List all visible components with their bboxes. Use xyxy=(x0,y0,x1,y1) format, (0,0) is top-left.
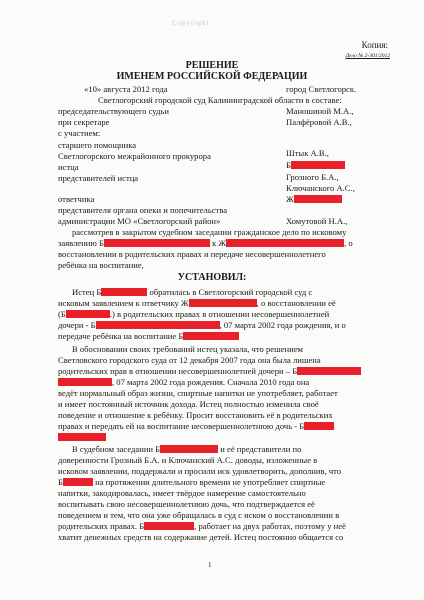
redaction-mark xyxy=(144,522,194,530)
role-senior-assistant: старшего помощника xyxy=(58,140,137,150)
body-line-18: Б на протяжении длительного времени не употребляет спиртные xyxy=(58,477,326,487)
redaction-mark xyxy=(304,422,334,430)
decision-date: «10» августа 2012 года xyxy=(84,84,168,94)
document-subtitle: ИМЕНЕМ РОССИЙСКОЙ ФЕДЕРАЦИИ xyxy=(116,71,308,82)
redaction-mark xyxy=(63,478,93,486)
name-representative-1: Грозного Б.А., xyxy=(286,172,339,182)
body-line-1: Истец Б обратилась в Светлогорский городской суд с xyxy=(72,287,313,297)
copy-label: Копия: xyxy=(361,40,388,50)
faint-stamp: Copyright xyxy=(172,19,210,27)
name-plaintiff: Б xyxy=(286,160,345,171)
body-line-7: Светловского городского суда от 12 декабря 2007 года она была лишена xyxy=(58,355,321,365)
document-title: РЕШЕНИЕ xyxy=(185,60,239,71)
redaction-mark xyxy=(101,288,147,296)
intro-line-2: заявлению Б к Ж , о xyxy=(58,238,353,248)
body-line-11: и имеет постоянный источник дохода. Истец полностью изменила своё xyxy=(58,399,319,409)
body-line-8: родительских прав в отношении несовершеннолетней дочери – Б xyxy=(58,366,361,377)
intro-line-1: рассмотрев в закрытом судебном заседании гражданское дело по исковому xyxy=(72,227,347,237)
body-line-16: доверенности Грозный Б.А. и Ключанский А.С. доводы, изложенные в xyxy=(58,455,318,465)
established-heading: УСТАНОВИЛ: xyxy=(177,272,247,283)
role-plaintiff: истца xyxy=(58,162,79,172)
body-line-3: (Б .) в родительских правах в отношении несовершеннолетней xyxy=(58,309,330,319)
case-number: Дело № 2-301/2012 xyxy=(345,53,390,59)
intro-line-3: восстановлении в родительских правах и передаче несовершеннолетнего xyxy=(58,249,326,259)
redaction-mark xyxy=(58,378,112,386)
role-presiding-judge: председательствующего судьи xyxy=(58,106,169,116)
name-presiding-judge: Маношиной М.А., xyxy=(286,106,354,116)
redaction-mark xyxy=(291,161,345,169)
redaction-mark xyxy=(183,332,239,340)
name-prosecutor: Штык А.В., xyxy=(286,148,329,158)
redaction-mark xyxy=(104,239,210,247)
role-secretary: при секретаре xyxy=(58,117,110,127)
role-participants: с участием: xyxy=(58,128,101,138)
body-line-19: напитки, закодировалась, имеет твёрдое намерение самостоятельно xyxy=(58,488,306,498)
body-line-4: дочери - Б , 07 марта 2002 года рождения, и о xyxy=(58,320,346,330)
name-secretary: Палфёровой А.В., xyxy=(286,117,352,127)
body-line-10: ведёт нормальный образ жизни, спиртные напитки не употребляет, работает xyxy=(58,388,338,398)
redaction-mark xyxy=(160,445,218,453)
page-number: 1 xyxy=(208,561,212,569)
redaction-mark xyxy=(66,310,110,318)
role-plaintiff-representatives: представителей истца xyxy=(58,173,139,183)
body-line-22: родительских правах. Б , работает на двух работах, поэтому у неё xyxy=(58,521,346,531)
intro-line-4: ребёнка на воспитание, xyxy=(58,260,144,270)
body-line-21: поведением и тем, что она уже обращалась в суд с иском о восстановлении в xyxy=(58,510,340,520)
name-guardianship-rep: Хомутовой Н.А., xyxy=(286,216,348,226)
redaction-mark xyxy=(226,239,344,247)
role-prosecutor: Светлогорского межрайонного прокурора xyxy=(58,151,211,161)
body-line-20: воспитывать свою несовершеннолетнюю дочь, что подтверждается её xyxy=(58,499,315,509)
body-line-13: правах и передать ей на воспитание несовершеннолетнюю дочь - Б xyxy=(58,421,334,432)
role-defendant: ответчика xyxy=(58,194,95,204)
role-guardianship: представителя органа опеки и попечительства xyxy=(58,205,228,215)
body-line-5: передаче ребёнка на воспитание Б xyxy=(58,331,239,342)
body-line-2: исковым заявлением к ответчику Ж , о восстановлении её xyxy=(58,298,336,308)
name-defendant: Ж xyxy=(286,194,342,205)
redaction-mark xyxy=(297,367,361,375)
redaction-mark xyxy=(294,195,342,203)
body-line-23: хватит денежных средств на содержание детей. Истец постоянно общается со xyxy=(58,532,344,542)
redaction-mark xyxy=(189,299,257,307)
redaction-mark xyxy=(96,321,220,329)
body-line-15: В судебном заседании Б и её представители по xyxy=(72,444,302,454)
body-line-12: поведение и отношение к ребёнку. Просит восстановить её в родительских xyxy=(58,410,333,420)
role-administration: администрации МО «Светлогорский район» xyxy=(58,216,221,226)
court-composition-line: Светлогорский городской суд Калининградской области в составе: xyxy=(98,95,342,105)
body-line-17: исковом заявлении, поддержали и просили иск удовлетворить, дополнив, что xyxy=(58,466,342,476)
body-line-14-redacted xyxy=(58,432,106,443)
decision-city: город Светлогорск. xyxy=(286,84,357,94)
redaction-mark xyxy=(58,433,106,441)
body-line-6: В обосновании своих требований истец указала, что решением xyxy=(72,344,303,354)
body-line-9: , 07 марта 2002 года рождения. Сначала 2010 года она xyxy=(58,377,309,388)
name-representative-2: Ключанского А.С., xyxy=(286,183,355,193)
